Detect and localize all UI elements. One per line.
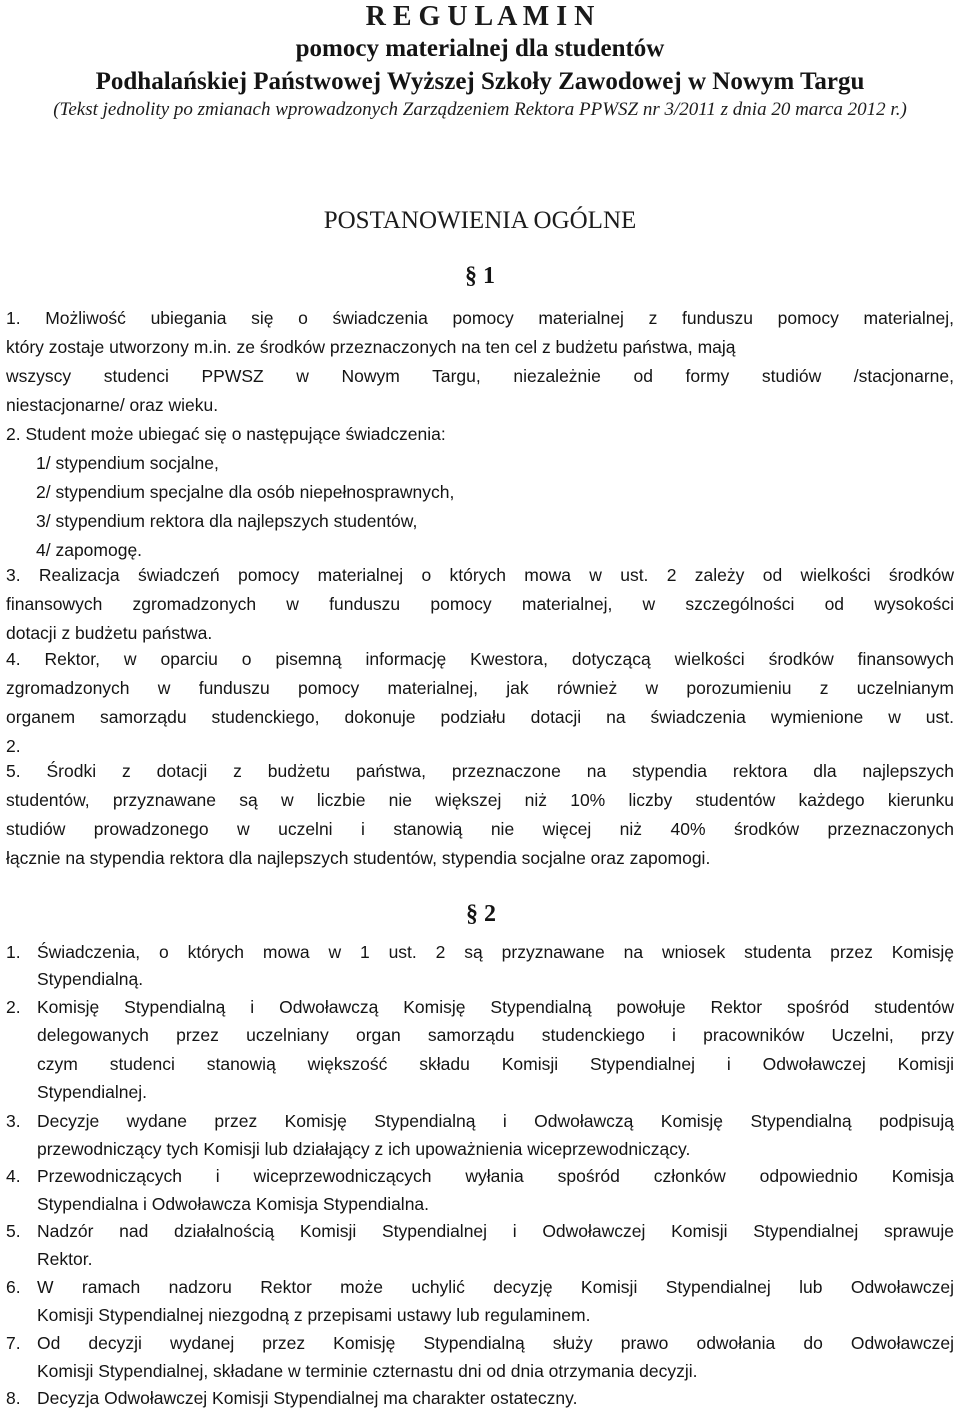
par2-item-number: 2. [6, 997, 21, 1017]
par1-line: 2. Student może ubiegać się o następujące świadczenia: [6, 424, 446, 444]
document-subtitle-line1: pomocy materialnej dla studentów [295, 35, 665, 62]
par1-line: 3. Realizacja świadczeń pomocy materialnej o których mowa w ust. 2 zależy od wielkości środków [6, 565, 954, 585]
section-heading-general-provisions: POSTANOWIENIA OGÓLNE [323, 207, 637, 234]
par2-line: Rektor. [37, 1249, 93, 1269]
par2-line: Stypendialną. [37, 969, 144, 989]
par2-line: przewodniczący tych Komisji lub działający z ich upoważnienia wiceprzewodniczący. [37, 1139, 691, 1159]
par1-line: 2. [6, 736, 21, 756]
par1-line: wszyscy studenci PPWSZ w Nowym Targu, niezależnie od formy studiów /stacjonarne, [6, 366, 954, 386]
par2-line: Świadczenia, o których mowa w 1 ust. 2 są przyznawane na wniosek studenta przez Komisję [37, 942, 954, 962]
par2-item-number: 1. [6, 942, 21, 962]
par2-item-number: 3. [6, 1111, 21, 1131]
par2-line: Nadzór nad działalnością Komisji Stypendialnej i Odwoławczej Komisji Stypendialnej sprawuje [37, 1221, 954, 1241]
par1-line: który zostaje utworzony m.in. ze środków przeznaczonych na ten cel z budżetu państwa, mają [6, 337, 736, 357]
par2-line: Stypendialnej. [37, 1082, 147, 1102]
paragraph-1-mark: § 1 [465, 263, 495, 289]
par1-line: 4. Rektor, w oparciu o pisemną informację Kwestora, dotyczącą wielkości środków finansowych [6, 649, 954, 669]
par1-list-item: 4/ zapomogę. [36, 540, 143, 560]
par1-line: studentów, przyznawane są w liczbie nie większej niż 10% liczby studentów każdego kierunku [6, 790, 954, 810]
par1-line: organem samorządu studenckiego, dokonuje podziału dotacji na świadczenia wymienione w ust. [6, 707, 954, 727]
document-title: R E G U L A M I N [365, 1, 595, 32]
par2-item-number: 5. [6, 1221, 21, 1241]
paragraph-2-mark: § 2 [466, 901, 496, 927]
par2-item-number: 4. [6, 1166, 21, 1186]
par2-line: Przewodniczących i wiceprzewodniczących wyłania spośród członków odpowiednio Komisja [37, 1166, 954, 1186]
consolidated-text-note: (Tekst jednolity po zmianach wprowadzonych Zarządzeniem Rektora PPWSZ nr 3/2011 z dnia 20 marca 2012 r.) [53, 99, 907, 120]
par1-line: studiów prowadzonego w uczelni i stanowią nie więcej niż 40% środków przeznaczonych [6, 819, 954, 839]
par1-list-item: 1/ stypendium socjalne, [36, 453, 219, 473]
document-subtitle-line2: Podhalańskiej Państwowej Wyższej Szkoły Zawodowej w Nowym Targu [95, 68, 865, 95]
par1-line: łącznie na stypendia rektora dla najlepszych studentów, stypendia socjalne oraz zapomogi. [6, 848, 711, 868]
par1-line: finansowych zgromadzonych w funduszu pomocy materialnej, w szczególności od wysokości [6, 594, 954, 614]
par2-line: Decyzja Odwoławczej Komisji Stypendialnej ma charakter ostateczny. [37, 1388, 578, 1408]
par2-line: W ramach nadzoru Rektor może uchylić decyzję Komisji Stypendialnej lub Odwoławczej [37, 1277, 954, 1297]
par2-line: Komisji Stypendialnej, składane w terminie czternastu dni od dnia otrzymania decyzji. [37, 1361, 698, 1381]
par2-item-number: 6. [6, 1277, 21, 1297]
par1-line: 1. Możliwość ubiegania się o świadczenia pomocy materialnej z funduszu pomocy materialnej, [6, 308, 954, 328]
par2-item-number: 7. [6, 1333, 21, 1353]
par2-line: Stypendialna i Odwoławcza Komisja Stypendialna. [37, 1194, 430, 1214]
par1-list-item: 3/ stypendium rektora dla najlepszych studentów, [36, 511, 418, 531]
par1-list-item: 2/ stypendium specjalne dla osób niepełnosprawnych, [36, 482, 455, 502]
par1-line: dotacji z budżetu państwa. [6, 623, 213, 643]
par2-item-number: 8. [6, 1388, 21, 1408]
par2-line: delegowanych przez uczelniany organ samorządu studenckiego i pracowników Uczelni, przy [37, 1025, 954, 1045]
par2-line: Komisję Stypendialną i Odwoławczą Komisję Stypendialną powołuje Rektor spośród studentów [37, 997, 954, 1017]
par2-line: Od decyzji wydanej przez Komisję Stypendialną służy prawo odwołania do Odwoławczej [37, 1333, 954, 1353]
par2-line: Decyzje wydane przez Komisję Stypendialną i Odwoławczą Komisję Stypendialną podpisują [37, 1111, 954, 1131]
par2-line: czym studenci stanowią większość składu Komisji Stypendialnej i Odwoławczej Komisji [37, 1054, 954, 1074]
par1-line: 5. Środki z dotacji z budżetu państwa, przeznaczone na stypendia rektora dla najlepszych [6, 761, 954, 781]
par1-line: niestacjonarne/ oraz wieku. [6, 395, 219, 415]
par2-line: Komisji Stypendialnej niezgodną z przepisami ustawy lub regulaminem. [37, 1305, 591, 1325]
par1-line: zgromadzonych w funduszu pomocy materialnej, jak również w porozumieniu z uczelnianym [6, 678, 954, 698]
